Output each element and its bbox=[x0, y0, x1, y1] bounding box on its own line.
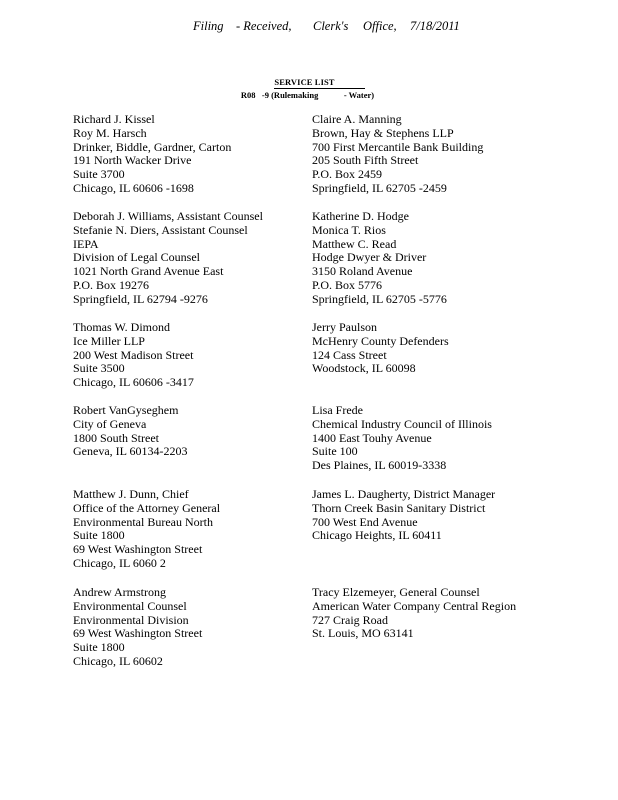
contact-line: Suite 100 bbox=[312, 444, 358, 459]
contact-line: Ice Miller LLP bbox=[73, 333, 145, 348]
contact-line: Environmental Bureau North bbox=[73, 514, 213, 529]
contact-line: Robert VanGyseghem bbox=[73, 403, 179, 417]
title-line-2: R08 -9 (Rulemaking - Water) bbox=[240, 90, 375, 100]
contact-line: Katherine D. Hodge bbox=[312, 209, 409, 223]
contact-line: Monica T. Rios bbox=[312, 222, 386, 237]
contact-line: Suite 3500 bbox=[73, 361, 125, 376]
contact-line: Tracy Elzemeyer, General Counsel bbox=[312, 585, 480, 599]
contact-block bbox=[312, 113, 483, 196]
contact-block bbox=[73, 586, 202, 669]
contact-line: 700 First Mercantile Bank Building bbox=[312, 139, 484, 154]
contact-line: Deborah J. Williams, Assistant Counsel bbox=[73, 209, 263, 223]
contact-block bbox=[312, 488, 495, 543]
contact-line: Suite 1800 bbox=[73, 640, 125, 655]
header-date: 7/18/2011 bbox=[410, 19, 460, 33]
contact-line: 1400 East Touhy Avenue bbox=[312, 430, 432, 445]
contact-line: Matthew C. Read bbox=[312, 236, 397, 251]
contact-line: Chicago, IL 60606 -3417 bbox=[73, 375, 194, 390]
contact-line: Springfield, IL 62705 -5776 bbox=[312, 291, 447, 306]
contact-line: Chicago, IL 6060 2 bbox=[73, 555, 166, 570]
header-filing: Filing bbox=[193, 19, 224, 33]
contact-line: 205 South Fifth Street bbox=[312, 153, 419, 168]
contact-block bbox=[73, 113, 231, 196]
contact-line: Chicago, IL 60602 bbox=[73, 653, 163, 668]
contact-line: Claire A. Manning bbox=[312, 112, 402, 126]
contact-line: 1021 North Grand Avenue East bbox=[73, 264, 224, 279]
contact-line: Chicago Heights, IL 60411 bbox=[312, 528, 442, 543]
contact-line: Brown, Hay & Stephens LLP bbox=[312, 125, 454, 140]
contact-line: 727 Craig Road bbox=[312, 612, 388, 627]
contact-line: Springfield, IL 62794 -9276 bbox=[73, 291, 208, 306]
contact-line: Richard J. Kissel bbox=[73, 112, 155, 126]
contact-line: Suite 1800 bbox=[73, 528, 125, 543]
contact-line: P.O. Box 19276 bbox=[73, 277, 150, 292]
contact-line: Chicago, IL 60606 -1698 bbox=[73, 180, 194, 195]
header-office: Office, bbox=[363, 19, 397, 33]
contact-line: 700 West End Avenue bbox=[312, 514, 418, 529]
contact-line: Woodstock, IL 60098 bbox=[312, 361, 416, 376]
contact-line: 124 Cass Street bbox=[312, 347, 387, 362]
contact-line: P.O. Box 5776 bbox=[312, 277, 383, 292]
contact-line: 3150 Roland Avenue bbox=[312, 264, 413, 279]
contact-line: Hodge Dwyer & Driver bbox=[312, 250, 427, 265]
contact-line: Suite 3700 bbox=[73, 167, 125, 182]
contact-line: James L. Daugherty, District Manager bbox=[312, 487, 496, 501]
contact-line: City of Geneva bbox=[73, 416, 147, 431]
contact-line: Andrew Armstrong bbox=[73, 585, 166, 599]
title-line-1: SERVICE LIST bbox=[274, 76, 364, 89]
header-received: - Received, bbox=[236, 19, 292, 33]
contact-line: P.O. Box 2459 bbox=[312, 167, 383, 182]
contact-line: Springfield, IL 62705 -2459 bbox=[312, 180, 447, 195]
header-clerks: Clerk's bbox=[313, 19, 349, 33]
contact-line: McHenry County Defenders bbox=[312, 333, 449, 348]
contact-line: Des Plaines, IL 60019-3338 bbox=[312, 458, 447, 473]
contact-line: Drinker, Biddle, Gardner, Carton bbox=[73, 139, 232, 154]
contact-line: 191 North Wacker Drive bbox=[73, 153, 192, 168]
contact-block bbox=[312, 321, 449, 376]
contact-line: Thomas W. Dimond bbox=[73, 320, 171, 334]
contact-line: 69 West Washington Street bbox=[73, 626, 203, 641]
contact-block bbox=[73, 488, 220, 571]
contact-line: Lisa Frede bbox=[312, 403, 363, 417]
contact-line: Jerry Paulson bbox=[312, 320, 377, 334]
contact-line: Environmental Division bbox=[73, 612, 189, 627]
contact-block bbox=[73, 210, 263, 307]
contact-line: Matthew J. Dunn, Chief bbox=[73, 487, 189, 501]
contact-line: American Water Company Central Region bbox=[312, 598, 517, 613]
contact-line: Chemical Industry Council of Illinois bbox=[312, 416, 492, 431]
contact-line: Environmental Counsel bbox=[73, 598, 187, 613]
contact-line: Stefanie N. Diers, Assistant Counsel bbox=[73, 222, 248, 237]
contact-block bbox=[73, 321, 194, 390]
contact-block bbox=[312, 210, 447, 307]
contact-block bbox=[312, 404, 492, 473]
contact-block bbox=[73, 404, 188, 459]
contact-line: 1800 South Street bbox=[73, 430, 159, 445]
contact-line: 69 West Washington Street bbox=[73, 542, 203, 557]
contact-line: 200 West Madison Street bbox=[73, 347, 194, 362]
contact-line: St. Louis, MO 63141 bbox=[312, 626, 414, 641]
contact-block bbox=[312, 586, 516, 641]
contact-line: IEPA bbox=[73, 236, 99, 251]
contact-line: Geneva, IL 60134-2203 bbox=[73, 444, 188, 459]
document-header bbox=[0, 19, 618, 37]
contact-line: Thorn Creek Basin Sanitary District bbox=[312, 500, 486, 515]
contact-line: Office of the Attorney General bbox=[73, 500, 221, 515]
contact-line: Roy M. Harsch bbox=[73, 125, 147, 140]
contact-line: Division of Legal Counsel bbox=[73, 250, 200, 265]
service-list-title bbox=[230, 76, 385, 101]
